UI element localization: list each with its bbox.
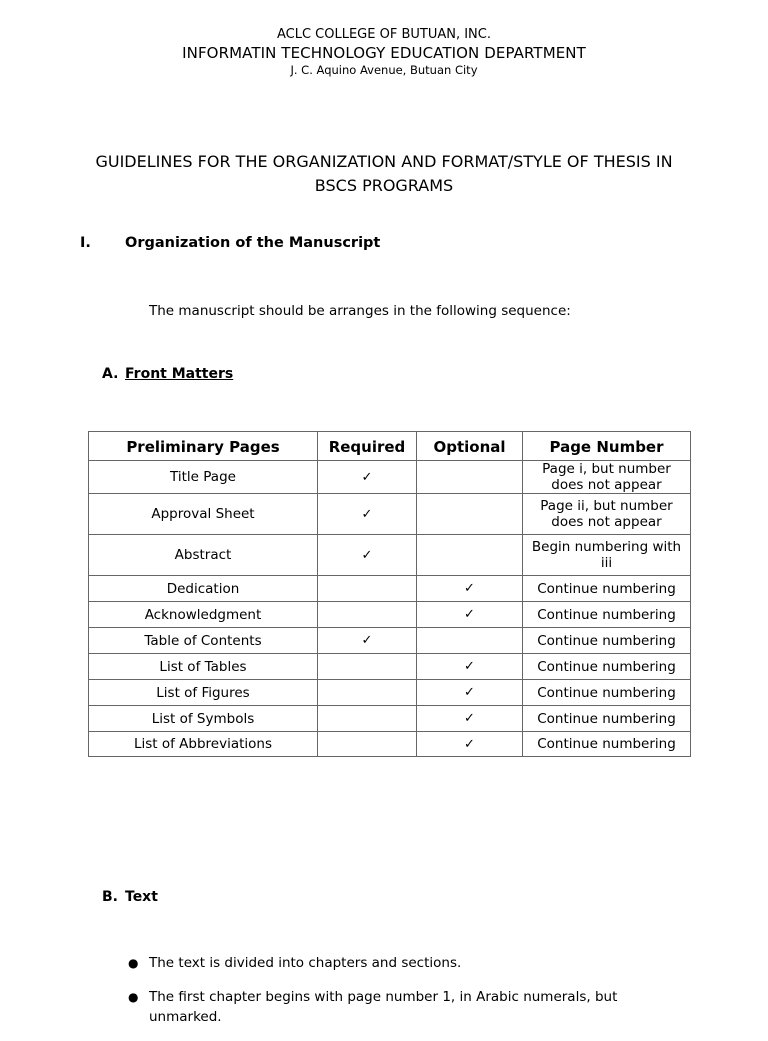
cell-optional [417, 494, 523, 535]
subsection-letter: A. [102, 366, 119, 382]
cell-page: Approval Sheet [89, 494, 318, 535]
department-name: INFORMATIN TECHNOLOGY EDUCATION DEPARTMENT [182, 44, 586, 62]
table-row [89, 602, 691, 628]
header-optional: Optional [417, 432, 523, 461]
table-row [89, 576, 691, 602]
cell-page: Table of Contents [89, 628, 318, 654]
document-title [40, 150, 728, 198]
cell-required [318, 654, 417, 680]
table-row [89, 535, 691, 576]
cell-optional [417, 535, 523, 576]
list-item [128, 987, 648, 1027]
list-item-text: The first chapter begins with page number 1, in Arabic numerals, but unmarked. [149, 989, 618, 1025]
cell-required: ✓ [318, 628, 417, 654]
section-label: Organization of the Manuscript [125, 235, 381, 251]
table-row [89, 494, 691, 535]
header-required: Required [318, 432, 417, 461]
header-preliminary-pages: Preliminary Pages [89, 432, 318, 461]
cell-optional: ✓ [417, 680, 523, 706]
cell-required [318, 576, 417, 602]
cell-required [318, 680, 417, 706]
section-number: I. [80, 235, 91, 251]
table-header-row [89, 432, 691, 461]
cell-page: List of Abbreviations [89, 732, 318, 757]
table-row [89, 461, 691, 494]
bullet-icon: ● [128, 990, 139, 1004]
cell-optional: ✓ [417, 576, 523, 602]
cell-page-number: Page i, but number does not appear [523, 461, 691, 494]
cell-optional [417, 628, 523, 654]
cell-page: Dedication [89, 576, 318, 602]
table-row [89, 706, 691, 732]
cell-page: List of Symbols [89, 706, 318, 732]
cell-page-number: Continue numbering [523, 654, 691, 680]
table-row [89, 732, 691, 757]
cell-page: Title Page [89, 461, 318, 494]
subsection-heading-front-matters [102, 366, 233, 382]
front-matters-table [88, 431, 691, 757]
cell-page-number: Continue numbering [523, 628, 691, 654]
college-name: ACLC COLLEGE OF BUTUAN, INC. [276, 27, 491, 42]
cell-required [318, 732, 417, 757]
header-page-number: Page Number [523, 432, 691, 461]
cell-page-number: Continue numbering [523, 732, 691, 757]
cell-optional: ✓ [417, 706, 523, 732]
cell-required: ✓ [318, 494, 417, 535]
cell-required [318, 602, 417, 628]
cell-required [318, 706, 417, 732]
cell-required: ✓ [318, 535, 417, 576]
cell-page-number: Continue numbering [523, 706, 691, 732]
subsection-letter: B. [102, 889, 118, 905]
cell-optional: ✓ [417, 732, 523, 757]
table-row [89, 680, 691, 706]
subsection-label: Text [125, 889, 158, 905]
cell-page-number: Continue numbering [523, 680, 691, 706]
cell-page: Abstract [89, 535, 318, 576]
table-row [89, 628, 691, 654]
address: J. C. Aquino Avenue, Butuan City [290, 63, 478, 77]
subsection-label: Front Matters [125, 366, 234, 382]
bullet-icon: ● [128, 956, 139, 970]
cell-page: Acknowledgment [89, 602, 318, 628]
subsection-heading-text [102, 889, 158, 905]
table-row [89, 654, 691, 680]
list-item-text: The text is divided into chapters and sections. [149, 955, 462, 971]
cell-page: List of Figures [89, 680, 318, 706]
cell-page-number: Page ii, but number does not appear [523, 494, 691, 535]
cell-optional: ✓ [417, 602, 523, 628]
cell-optional: ✓ [417, 654, 523, 680]
cell-page-number: Continue numbering [523, 602, 691, 628]
cell-page-number: Begin numbering with iii [523, 535, 691, 576]
document-title-line-2: BSCS PROGRAMS [314, 176, 454, 195]
document-title-line-1: GUIDELINES FOR THE ORGANIZATION AND FORMAT/STYLE OF THESIS IN [95, 152, 673, 171]
list-item [128, 953, 648, 973]
intro-paragraph: The manuscript should be arranges in the following sequence: [149, 303, 571, 319]
cell-page: List of Tables [89, 654, 318, 680]
cell-page-number: Continue numbering [523, 576, 691, 602]
cell-optional [417, 461, 523, 494]
cell-required: ✓ [318, 461, 417, 494]
text-guidelines-list [128, 953, 648, 1041]
